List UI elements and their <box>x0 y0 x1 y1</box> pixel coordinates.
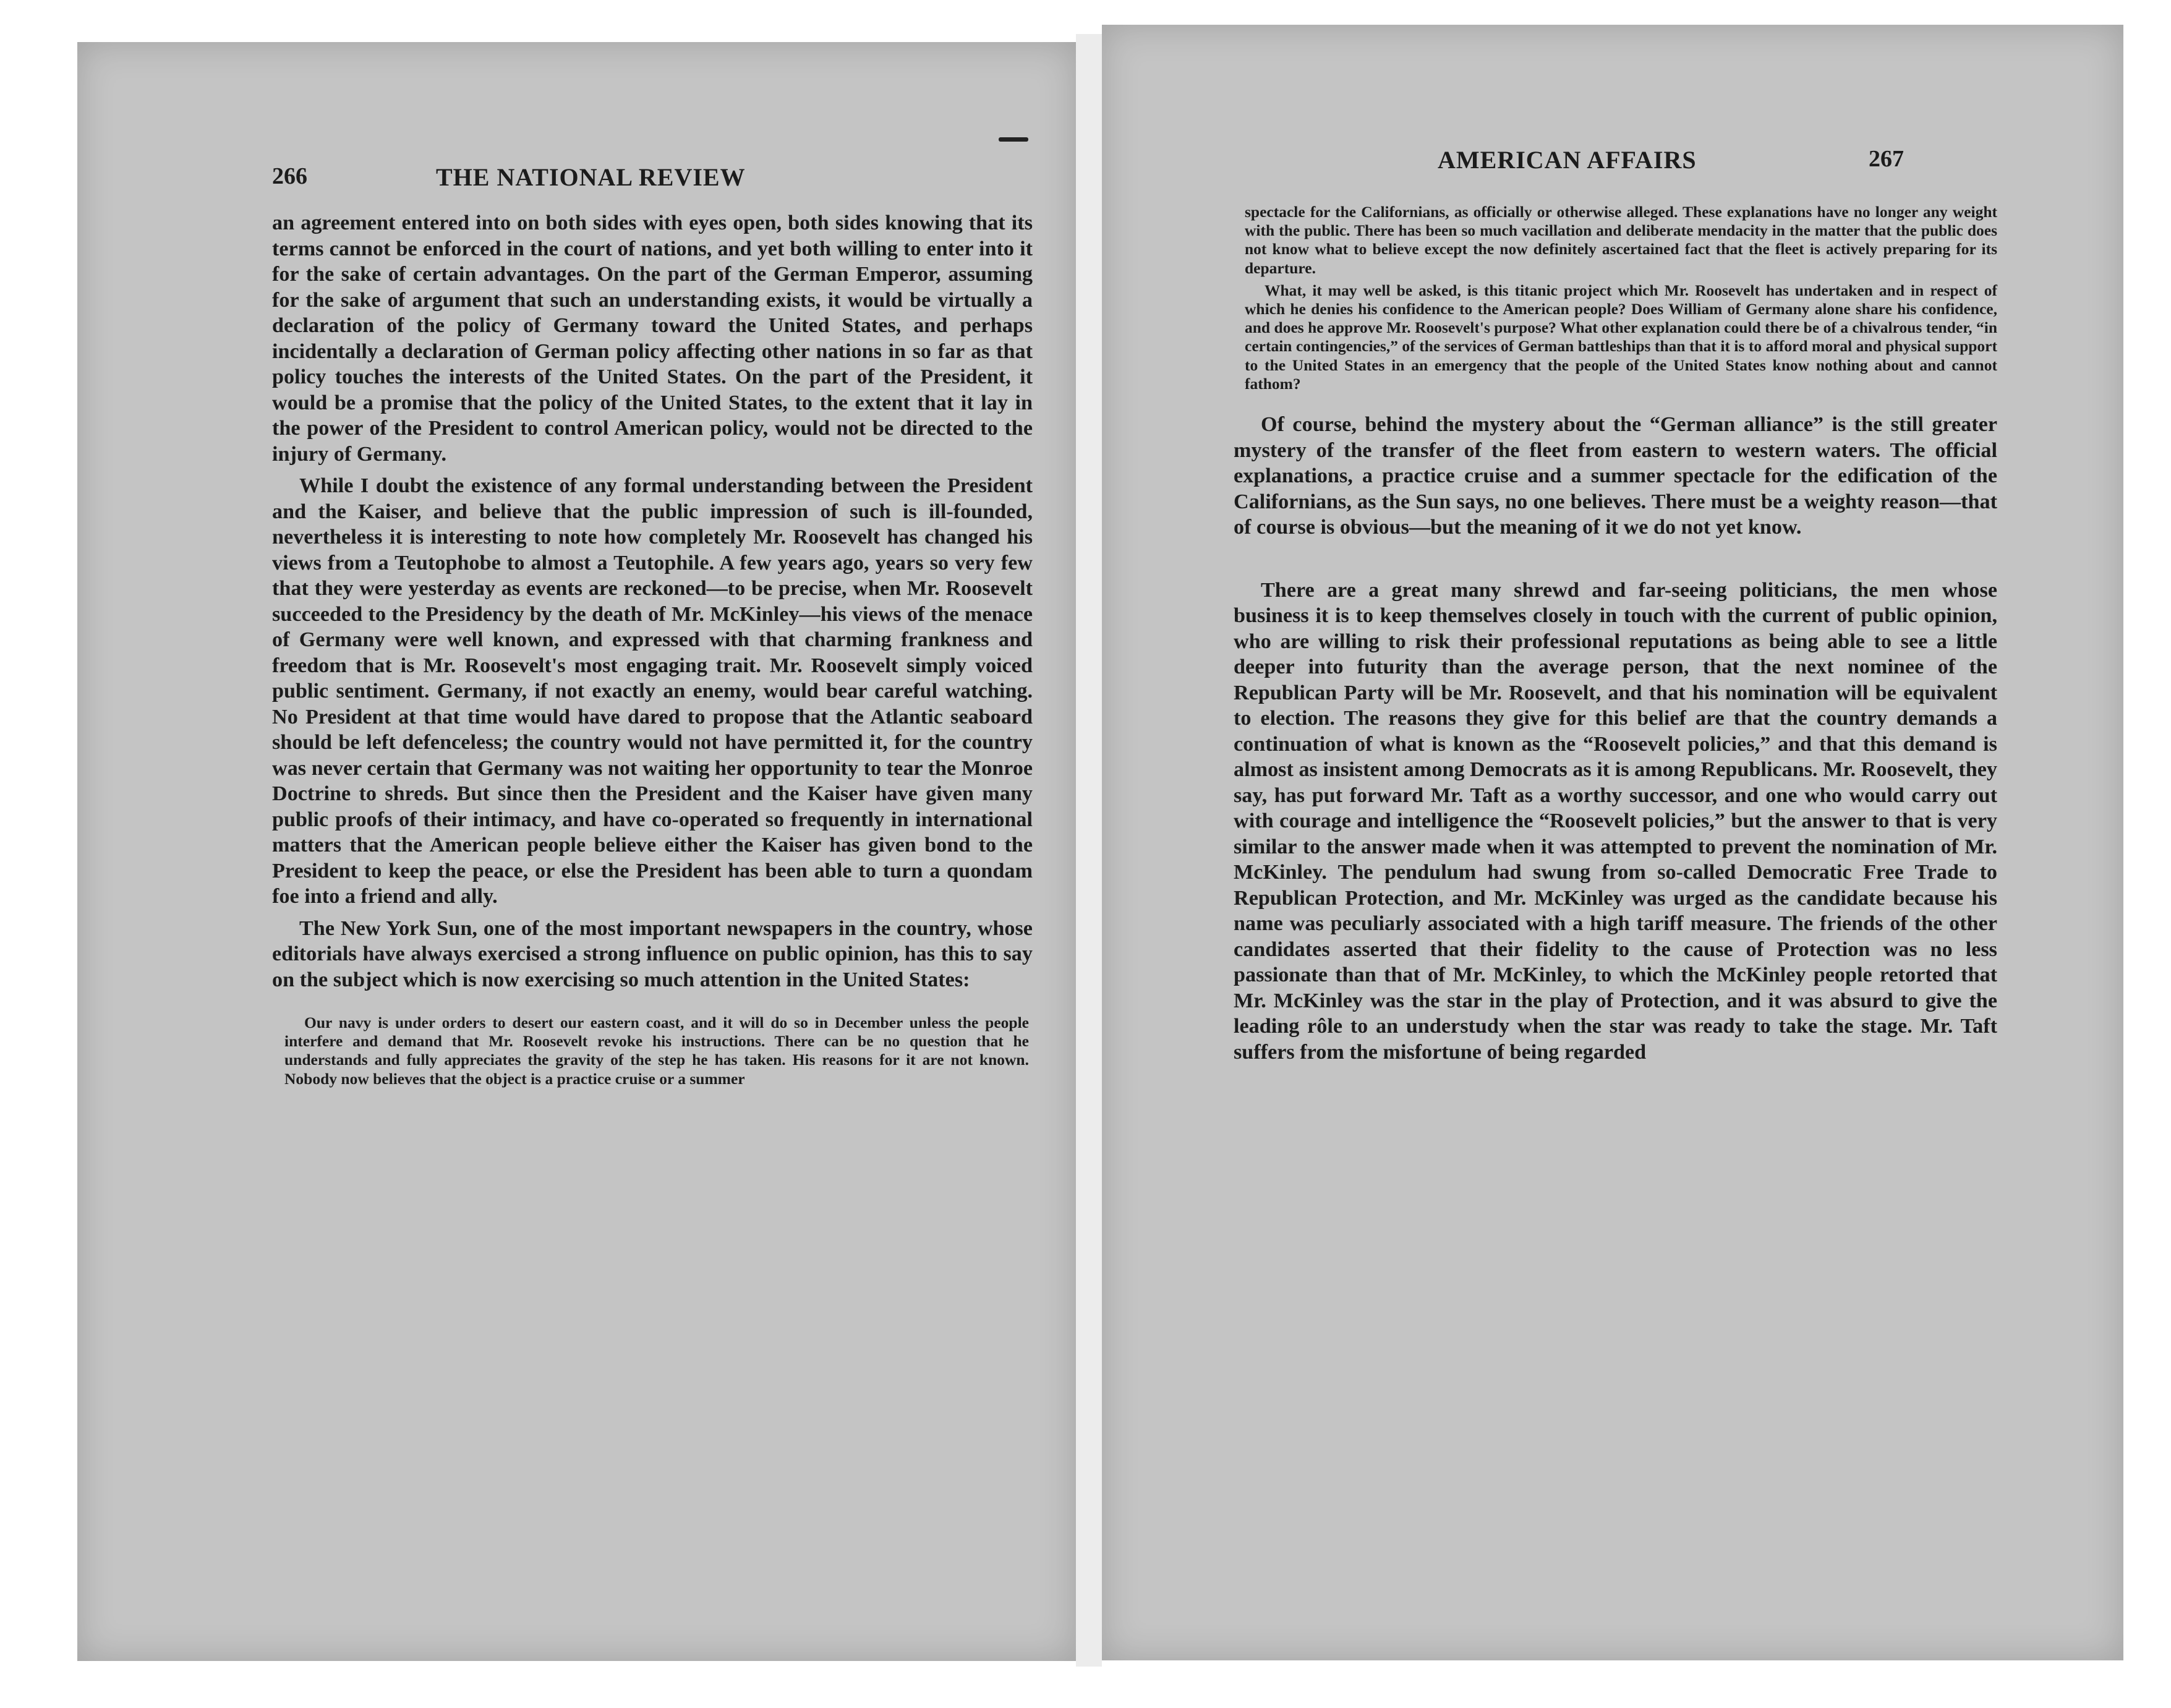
paragraph: Of course, behind the mystery about the “German alliance” is the still greater mystery of the transfer of the fleet from eastern to western waters. The official explanations, a practice cruise and a summer spectacle for the edification of the Californians, as the Sun says, no one believes. There must be a weighty reason—that of course is obvious—but the meaning of it we do not yet know. <box>1234 413 1997 539</box>
page-number: 267 <box>1869 146 1904 172</box>
paragraph: an agreement entered into on both sides with eyes open, both sides knowing that its terms cannot be enforced in the court of nations, and yet both willing to enter into it for the sake of certain advantages. On the part of the German Emperor, assuming for the sake of argument that such an understanding exists, it would be virtually a declaration of the policy of Germany toward the United States, and perhaps incidentally a declaration of German policy affecting other nations in so far as that policy touches the interests of the United States. On the part of the President, it would be a promise that the policy of the United States, to the extent that it lay in the power of the President to control American policy, would not be directed to the injury of Germany. <box>272 211 1033 466</box>
book-gutter <box>1076 34 1102 1667</box>
left-text-column <box>272 210 1033 1515</box>
paragraph: While I doubt the existence of any formal understanding between the President and the Kaiser, and believe that the public impression of such is ill-founded, nevertheless it is interesting to note how completely Mr. Roosevelt has changed his views from a Teutophobe to almost a Teutophile. A few years ago, years so very few that they were yesterday as events are reckoned—to be precise, when Mr. Roosevelt succeeded to the Presidency by the death of Mr. McKinley—his views of the menace of Germany were well known, and expressed with that charming frankness and freedom that is Mr. Roosevelt's most engaging trait. Mr. Roosevelt simply voiced public sentiment. Germany, if not exactly an enemy, would bear careful watching. No President at that time would have dared to propose that the Atlantic seaboard should be left defenceless; the country would not have permitted it, for the country was never certain that Germany was not waiting her opportunity to tear the Monroe Doctrine to shreds. But since then the President and the Kaiser have given many public proofs of their intimacy, and have co-operated so frequently in international matters that the American people believe either the Kaiser has given bond to the President to keep the peace, or else the President has been able to turn a quondam foe into a friend and ally. <box>272 474 1033 908</box>
newspaper-quotation <box>272 1014 1033 1088</box>
quotation-paragraph: spectacle for the Californians, as officially or otherwise alleged. These explanations have no longer any weight with the public. There has been so much vacillation and deliberate mendacity in the matter that the public does not know what to believe except the now definitely ascertained fact that the fleet is actively preparing for its departure. <box>1245 203 1997 277</box>
section-break <box>1234 547 1997 578</box>
newspaper-quotation <box>1234 203 1997 393</box>
left-page <box>77 42 1076 1661</box>
paragraph: There are a great many shrewd and far-seeing politicians, the men whose business it is to keep themselves closely in touch with the current of public opinion, who are willing to risk their professional reputations as being able to see a little deeper into futurity than the average person, that the next nominee of the Republican Party will be Mr. Roosevelt, and that his nomination will be equivalent to election. The reasons they give for this belief are that the country demands a continuation of what is known as the “Roosevelt policies,” and that this demand is almost as insistent among Democrats as it is among Republicans. Mr. Roosevelt, they say, has put forward Mr. Taft as a worthy successor, and one who would carry out with courage and intelligence the “Roosevelt policies,” but the answer to that is very similar to the answer made when it was attempted to prevent the nomination of Mr. McKinley. The pendulum had swung from so-called Democratic Free Trade to Republican Protection, and Mr. McKinley was urged as the candidate because his name was peculiarly associated with a high tariff measure. The friends of the other candidates asserted that their fidelity to the cause of Protection was no less passionate than that of Mr. McKinley, to which the McKinley people retorted that Mr. McKinley was the star in the play of Protection, and it was absurd to give the leading rôle to an understudy when the star was ready to take the stage. Mr. Taft suffers from the misfortune of being regarded <box>1234 578 1997 1064</box>
left-page-header <box>77 163 1076 194</box>
quotation-paragraph: What, it may well be asked, is this titanic project which Mr. Roosevelt has undertaken and in respect of which he denies his confidence to the American people? Does William of Germany alone share his confidence, and does he approve Mr. Roosevelt's purpose? What other explanation could there be of a chivalrous tender, “in certain contingencies,” of the services of German battleships than that it is to afford moral and physical support to the United States in an emergency that the people of the United States know nothing about and cannot fathom? <box>1245 281 1997 393</box>
right-page <box>1102 25 2123 1660</box>
right-page-header <box>1102 145 2123 176</box>
page-number: 266 <box>272 163 307 189</box>
quotation-paragraph: Our navy is under orders to desert our eastern coast, and it will do so in December unless the people interfere and demand that Mr. Roosevelt revoke his instructions. There can be no question that he understands and fully appreciates the gravity of the step he has taken. His reasons for it are not known. Nobody now believes that the object is a practice cruise or a summer <box>284 1014 1029 1088</box>
running-title: THE NATIONAL REVIEW <box>436 163 746 191</box>
paragraph: The New York Sun, one of the most important newspapers in the country, whose editorials have always exercised a strong influence on public opinion, has this to say on the subject which is now exercising so much attention in the United States: <box>272 916 1033 991</box>
right-text-column <box>1234 203 1997 1569</box>
running-title: AMERICAN AFFAIRS <box>1438 146 1697 174</box>
scan-speck <box>999 137 1028 142</box>
